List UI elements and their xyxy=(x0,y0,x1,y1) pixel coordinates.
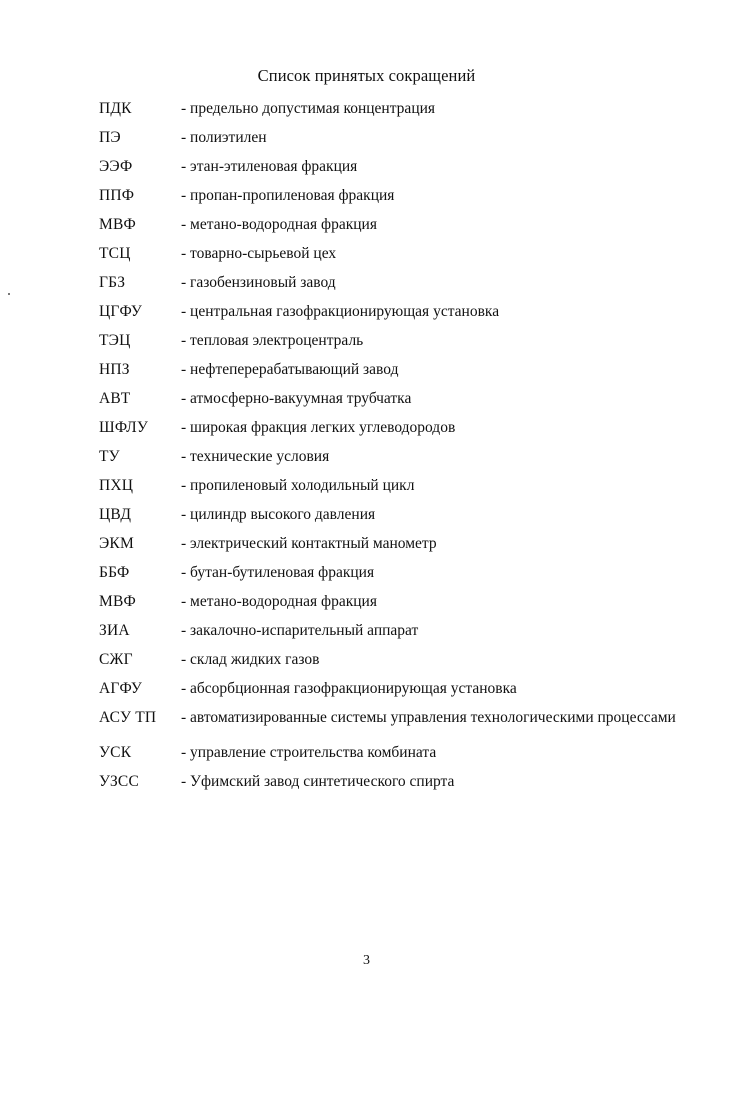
abbreviation-term: НПЗ xyxy=(99,361,130,378)
abbreviation-term: ЦГФУ xyxy=(99,303,142,320)
abbreviation-row xyxy=(99,709,699,744)
abbreviation-row xyxy=(99,274,699,303)
abbreviation-term: УСК xyxy=(99,744,132,761)
abbreviation-term: УЗСС xyxy=(99,773,140,790)
abbreviation-description: - атмосферно-вакуумная трубчатка xyxy=(181,390,412,407)
abbreviation-list xyxy=(99,100,699,802)
abbreviation-description: - закалочно-испарительный аппарат xyxy=(181,622,419,639)
abbreviation-row xyxy=(99,129,699,158)
abbreviation-description: - тепловая электроцентраль xyxy=(181,332,364,349)
abbreviation-term: ЗИА xyxy=(99,622,130,639)
abbreviation-row xyxy=(99,477,699,506)
abbreviation-description: - товарно-сырьевой цех xyxy=(181,245,337,262)
abbreviation-row xyxy=(99,773,699,802)
abbreviation-term: АВТ xyxy=(99,390,131,407)
abbreviation-row xyxy=(99,361,699,390)
abbreviation-description: - автоматизированные системы управления технологическими процессами xyxy=(181,709,676,726)
abbreviation-description: - бутан-бутиленовая фракция xyxy=(181,564,375,581)
abbreviation-description: - этан-этиленовая фракция xyxy=(181,158,358,175)
abbreviation-row xyxy=(99,593,699,622)
abbreviation-term: ТЭЦ xyxy=(99,332,131,349)
abbreviation-description: - пропиленовый холодильный цикл xyxy=(181,477,415,494)
page-number: 3 xyxy=(363,953,370,968)
abbreviation-description: - центральная газофракционирующая установка xyxy=(181,303,500,320)
abbreviation-description: - технические условия xyxy=(181,448,330,465)
abbreviation-row xyxy=(99,158,699,187)
abbreviation-term: АСУ ТП xyxy=(99,709,157,726)
scan-speck xyxy=(8,293,10,295)
abbreviation-term: ЭКМ xyxy=(99,535,134,552)
abbreviation-row xyxy=(99,419,699,448)
abbreviation-row xyxy=(99,535,699,564)
abbreviation-row xyxy=(99,187,699,216)
abbreviation-term: ШФЛУ xyxy=(99,419,149,436)
abbreviation-term: ПЭ xyxy=(99,129,121,146)
abbreviation-description: - предельно допустимая концентрация xyxy=(181,100,436,117)
abbreviation-description: - полиэтилен xyxy=(181,129,267,146)
abbreviation-row xyxy=(99,245,699,274)
abbreviation-row xyxy=(99,303,699,332)
abbreviation-row xyxy=(99,390,699,419)
abbreviation-term: ТСЦ xyxy=(99,245,131,262)
abbreviation-description: - абсорбционная газофракционирующая установка xyxy=(181,680,517,697)
abbreviation-term: ББФ xyxy=(99,564,130,581)
abbreviation-term: МВФ xyxy=(99,593,136,610)
abbreviation-row xyxy=(99,622,699,651)
abbreviation-description: - нефтеперерабатывающий завод xyxy=(181,361,399,378)
abbreviation-row xyxy=(99,506,699,535)
abbreviation-row xyxy=(99,680,699,709)
abbreviation-row xyxy=(99,332,699,361)
abbreviation-row xyxy=(99,100,699,129)
abbreviation-term: ЦВД xyxy=(99,506,132,523)
abbreviation-row xyxy=(99,744,699,773)
page-title: Список принятых сокращений xyxy=(257,66,476,85)
abbreviation-description: - метано-водородная фракция xyxy=(181,593,377,610)
abbreviation-row xyxy=(99,216,699,245)
abbreviation-row xyxy=(99,564,699,593)
abbreviation-term: ТУ xyxy=(99,448,120,465)
abbreviation-description: - склад жидких газов xyxy=(181,651,320,668)
abbreviation-description: - Уфимский завод синтетического спирта xyxy=(181,773,455,790)
abbreviation-description: - электрический контактный манометр xyxy=(181,535,437,552)
abbreviation-term: ППФ xyxy=(99,187,135,204)
abbreviation-term: ПХЦ xyxy=(99,477,134,494)
abbreviation-row xyxy=(99,448,699,477)
abbreviation-term: АГФУ xyxy=(99,680,142,697)
abbreviation-row xyxy=(99,651,699,680)
abbreviation-description: - метано-водородная фракция xyxy=(181,216,377,233)
abbreviation-term: ЭЭФ xyxy=(99,158,133,175)
abbreviation-term: МВФ xyxy=(99,216,136,233)
abbreviation-description: - управление строительства комбината xyxy=(181,744,437,761)
abbreviation-term: ГБЗ xyxy=(99,274,126,291)
abbreviation-description: - пропан-пропиленовая фракция xyxy=(181,187,395,204)
abbreviation-term: ПДК xyxy=(99,100,132,117)
abbreviation-description: - газобензиновый завод xyxy=(181,274,336,291)
abbreviation-description: - цилиндр высокого давления xyxy=(181,506,376,523)
abbreviation-term: СЖГ xyxy=(99,651,133,668)
abbreviation-description: - широкая фракция легких углеводородов xyxy=(181,419,456,436)
